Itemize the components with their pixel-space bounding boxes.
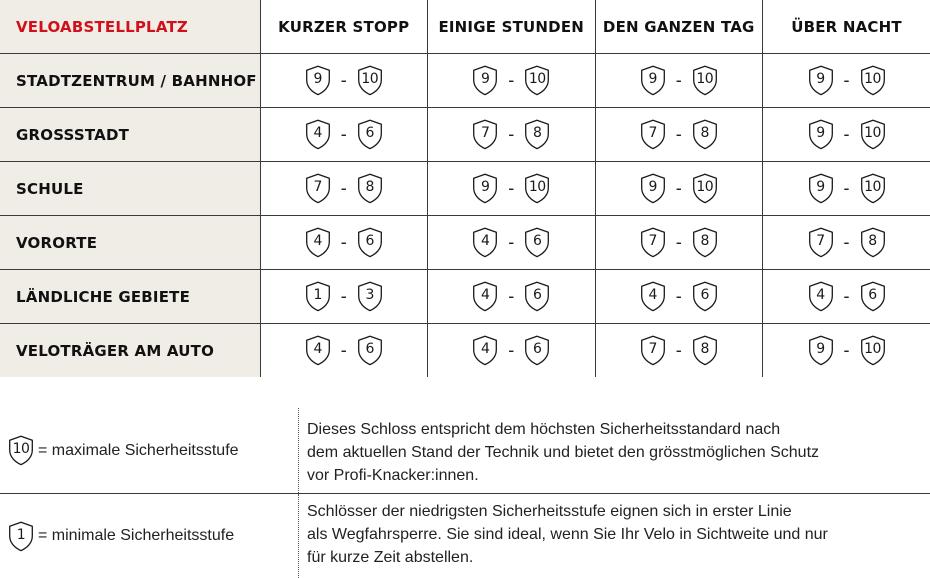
shield-level: 9	[808, 341, 834, 357]
shield-level: 10	[860, 179, 886, 195]
shield-level: 9	[640, 71, 666, 87]
shield-icon	[305, 65, 331, 96]
shield-icon	[640, 227, 666, 258]
security-range-cell	[595, 54, 763, 108]
shield-icon	[472, 281, 498, 312]
security-range-cell	[595, 108, 763, 162]
shield-icon	[305, 335, 331, 366]
security-range-cell	[763, 162, 930, 216]
security-range-cell	[260, 108, 428, 162]
security-range	[596, 173, 763, 204]
header-parking-location: VELOABSTELLPLATZ	[0, 0, 260, 54]
security-range	[261, 173, 428, 204]
security-range	[261, 65, 428, 96]
shield-level: 4	[640, 287, 666, 303]
shield-level: 10	[860, 71, 886, 87]
shield-icon	[692, 335, 718, 366]
shield-level: 9	[808, 71, 834, 87]
shield-icon	[305, 281, 331, 312]
shield-icon	[692, 173, 718, 204]
range-dash: -	[498, 340, 524, 361]
shield-icon	[472, 227, 498, 258]
range-dash: -	[331, 124, 357, 145]
security-range	[596, 227, 763, 258]
range-dash: -	[666, 70, 692, 91]
legend-text-line: dem aktuellen Stand der Technik und bietet den grösstmöglichen Schutz	[307, 441, 930, 464]
shield-icon	[692, 65, 718, 96]
range-dash: -	[498, 286, 524, 307]
shield-icon	[640, 173, 666, 204]
shield-icon	[640, 335, 666, 366]
shield-icon	[860, 119, 886, 150]
shield-icon	[357, 227, 383, 258]
security-range-cell	[428, 324, 596, 378]
security-range-cell	[428, 54, 596, 108]
shield-level: 9	[305, 71, 331, 87]
shield-level: 6	[524, 287, 550, 303]
shield-level: 6	[357, 341, 383, 357]
security-range	[261, 281, 428, 312]
legend-label: = minimale Sicherheitsstufe	[38, 527, 234, 545]
shield-level: 6	[524, 233, 550, 249]
shield-level: 6	[357, 233, 383, 249]
security-range	[428, 335, 595, 366]
security-range-cell	[763, 324, 930, 378]
shield-icon	[305, 119, 331, 150]
shield-level: 9	[808, 125, 834, 141]
shield-level: 7	[472, 125, 498, 141]
security-range-cell	[428, 216, 596, 270]
row-location-label: LÄNDLICHE GEBIETE	[0, 270, 260, 324]
shield-level: 10	[692, 179, 718, 195]
shield-icon	[808, 65, 834, 96]
shield-level: 10	[524, 71, 550, 87]
security-range-cell	[763, 54, 930, 108]
security-range-cell	[763, 108, 930, 162]
table-row	[0, 324, 930, 378]
range-dash: -	[666, 232, 692, 253]
range-dash: -	[498, 70, 524, 91]
table-body	[0, 54, 930, 378]
security-range	[428, 119, 595, 150]
security-range	[428, 173, 595, 204]
range-dash: -	[834, 232, 860, 253]
shield-icon	[524, 227, 550, 258]
security-range-cell	[428, 162, 596, 216]
shield-icon	[357, 173, 383, 204]
shield-icon	[524, 119, 550, 150]
security-range	[763, 173, 930, 204]
shield-icon	[524, 173, 550, 204]
security-range	[763, 281, 930, 312]
table-row	[0, 162, 930, 216]
range-dash: -	[331, 340, 357, 361]
security-range-cell	[763, 270, 930, 324]
range-dash: -	[834, 286, 860, 307]
shield-level: 8	[692, 125, 718, 141]
shield-icon	[472, 335, 498, 366]
shield-icon	[8, 521, 34, 552]
shield-icon	[305, 173, 331, 204]
security-range	[261, 227, 428, 258]
shield-icon	[640, 65, 666, 96]
shield-icon	[808, 335, 834, 366]
shield-level: 4	[472, 287, 498, 303]
shield-level: 1	[305, 287, 331, 303]
shield-icon	[472, 173, 498, 204]
shield-level: 4	[472, 341, 498, 357]
shield-level: 10	[692, 71, 718, 87]
legend	[0, 408, 930, 578]
shield-level: 8	[692, 341, 718, 357]
shield-icon	[524, 335, 550, 366]
shield-icon	[472, 119, 498, 150]
shield-level: 10	[8, 441, 34, 457]
security-range-cell	[428, 270, 596, 324]
range-dash: -	[331, 70, 357, 91]
range-dash: -	[834, 178, 860, 199]
security-range-cell	[260, 216, 428, 270]
shield-icon	[860, 335, 886, 366]
shield-level: 6	[357, 125, 383, 141]
shield-level: 9	[808, 179, 834, 195]
shield-level: 10	[524, 179, 550, 195]
legend-key	[0, 408, 299, 493]
shield-level: 6	[692, 287, 718, 303]
header-duration: EINIGE STUNDEN	[428, 0, 596, 54]
security-range-cell	[595, 216, 763, 270]
shield-icon	[808, 173, 834, 204]
legend-description	[299, 494, 930, 578]
security-range-cell	[428, 108, 596, 162]
security-range-cell	[260, 54, 428, 108]
shield-icon	[692, 281, 718, 312]
security-range	[428, 281, 595, 312]
legend-text-line: vor Profi-Knacker:innen.	[307, 464, 930, 487]
range-dash: -	[666, 124, 692, 145]
range-dash: -	[498, 124, 524, 145]
security-range	[596, 119, 763, 150]
security-range-cell	[260, 270, 428, 324]
table-row	[0, 108, 930, 162]
shield-level: 7	[640, 125, 666, 141]
shield-level: 4	[305, 233, 331, 249]
table-row	[0, 270, 930, 324]
security-range	[261, 119, 428, 150]
shield-level: 6	[860, 287, 886, 303]
shield-level: 4	[472, 233, 498, 249]
shield-level: 10	[357, 71, 383, 87]
security-range-cell	[595, 324, 763, 378]
shield-level: 7	[305, 179, 331, 195]
shield-level: 4	[305, 125, 331, 141]
shield-icon	[692, 119, 718, 150]
shield-level: 10	[860, 341, 886, 357]
range-dash: -	[666, 178, 692, 199]
shield-level: 4	[305, 341, 331, 357]
shield-icon	[8, 435, 34, 466]
shield-icon	[357, 281, 383, 312]
legend-text-line: Dieses Schloss entspricht dem höchsten Sicherheitsstandard nach	[307, 418, 930, 441]
legend-description	[299, 408, 930, 493]
shield-level: 3	[357, 287, 383, 303]
shield-level: 8	[524, 125, 550, 141]
row-location-label: STADTZENTRUM / BAHNHOF	[0, 54, 260, 108]
security-range-cell	[763, 216, 930, 270]
legend-row-max	[0, 408, 930, 494]
range-dash: -	[498, 232, 524, 253]
shield-icon	[860, 281, 886, 312]
shield-level: 7	[640, 341, 666, 357]
row-location-label: VELOTRÄGER AM AUTO	[0, 324, 260, 378]
shield-level: 7	[808, 233, 834, 249]
table-header-row	[0, 0, 930, 54]
security-range	[763, 119, 930, 150]
security-range-cell	[595, 270, 763, 324]
shield-icon	[860, 65, 886, 96]
range-dash: -	[834, 70, 860, 91]
security-range	[763, 227, 930, 258]
shield-icon	[305, 227, 331, 258]
range-dash: -	[666, 340, 692, 361]
legend-label: = maximale Sicherheitsstufe	[38, 442, 239, 460]
shield-icon	[692, 227, 718, 258]
shield-level: 1	[8, 527, 34, 543]
security-range	[596, 335, 763, 366]
shield-level: 8	[860, 233, 886, 249]
shield-level: 8	[692, 233, 718, 249]
security-range	[261, 335, 428, 366]
security-range-cell	[260, 162, 428, 216]
table-row	[0, 54, 930, 108]
shield-level: 8	[357, 179, 383, 195]
security-range	[763, 65, 930, 96]
legend-row-min	[0, 494, 930, 578]
security-range-cell	[595, 162, 763, 216]
shield-icon	[640, 119, 666, 150]
shield-level: 10	[860, 125, 886, 141]
security-range	[596, 65, 763, 96]
header-duration: KURZER STOPP	[260, 0, 428, 54]
shield-icon	[860, 173, 886, 204]
range-dash: -	[331, 286, 357, 307]
shield-level: 9	[640, 179, 666, 195]
legend-text-line: als Wegfahrsperre. Sie sind ideal, wenn Sie Ihr Velo in Sichtweite und nur	[307, 523, 930, 546]
row-location-label: GROSSSTADT	[0, 108, 260, 162]
row-location-label: SCHULE	[0, 162, 260, 216]
shield-icon	[524, 281, 550, 312]
shield-level: 9	[472, 179, 498, 195]
header-duration: ÜBER NACHT	[763, 0, 930, 54]
shield-icon	[524, 65, 550, 96]
range-dash: -	[834, 340, 860, 361]
header-duration: DEN GANZEN TAG	[595, 0, 763, 54]
legend-text-line: Schlösser der niedrigsten Sicherheitsstufe eignen sich in erster Linie	[307, 500, 930, 523]
shield-icon	[357, 65, 383, 96]
range-dash: -	[834, 124, 860, 145]
legend-text-line: für kurze Zeit abstellen.	[307, 546, 930, 569]
range-dash: -	[331, 232, 357, 253]
shield-icon	[808, 281, 834, 312]
shield-icon	[640, 281, 666, 312]
security-range	[428, 227, 595, 258]
security-range	[428, 65, 595, 96]
row-location-label: VORORTE	[0, 216, 260, 270]
shield-level: 4	[808, 287, 834, 303]
shield-level: 9	[472, 71, 498, 87]
shield-icon	[357, 335, 383, 366]
shield-icon	[808, 119, 834, 150]
shield-icon	[860, 227, 886, 258]
security-range	[763, 335, 930, 366]
range-dash: -	[498, 178, 524, 199]
range-dash: -	[666, 286, 692, 307]
shield-icon	[472, 65, 498, 96]
shield-icon	[357, 119, 383, 150]
table-row	[0, 216, 930, 270]
shield-icon	[808, 227, 834, 258]
security-range	[596, 281, 763, 312]
shield-level: 7	[640, 233, 666, 249]
shield-level: 6	[524, 341, 550, 357]
security-range-cell	[260, 324, 428, 378]
legend-key	[0, 494, 299, 578]
range-dash: -	[331, 178, 357, 199]
